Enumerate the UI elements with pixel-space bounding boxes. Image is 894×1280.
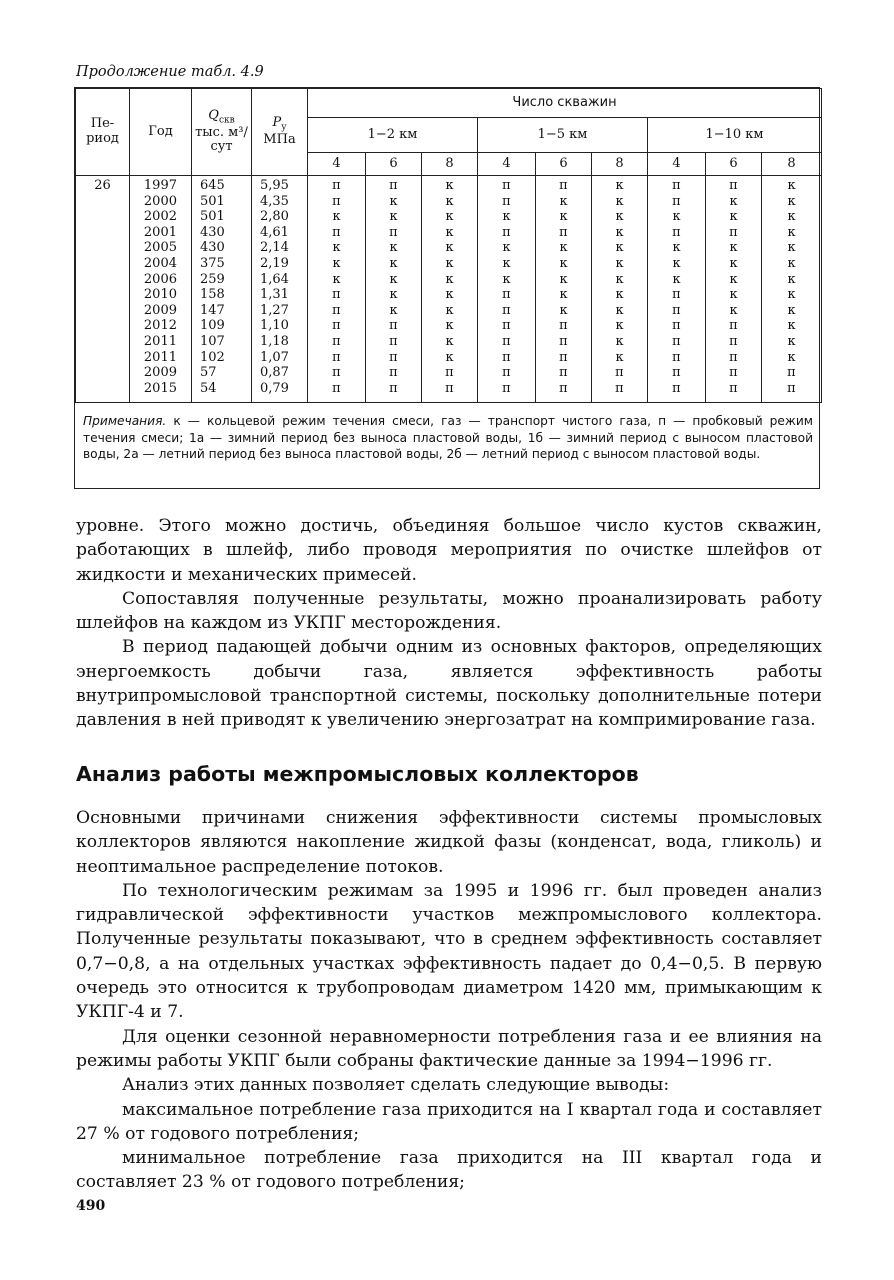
cell-flow-regime: к — [422, 334, 478, 350]
cell-flow-regime: п — [478, 365, 536, 381]
cell-flow-regime: п — [762, 381, 822, 403]
cell-flow-regime: к — [648, 209, 706, 225]
cell-period — [76, 272, 130, 288]
cell-flow: 158 — [192, 287, 252, 303]
cell-flow-regime: п — [478, 334, 536, 350]
cell-flow-regime: к — [592, 209, 648, 225]
cell-flow-regime: п — [536, 381, 592, 403]
cell-flow-regime: к — [762, 318, 822, 334]
cell-pressure: 1,31 — [252, 287, 308, 303]
cell-flow-regime: п — [308, 365, 366, 381]
notes-text: к — кольцевой режим течения смеси, газ — транспорт чистого газа, п — пробковый режим течения смеси; 1а — зимний период без выноса пластовой воды, 1б — зимний период с выносом пластовой воды, 2а — летний период без выноса пластовой воды, 2б — летний период с выносом пластовой воды. — [83, 414, 813, 462]
paragraph: Сопоставляя полученные результаты, можно проанализировать работу шлейфов на каждом из УКПГ месторождения. — [76, 588, 822, 634]
cell-flow-regime: к — [366, 272, 422, 288]
cell-year: 2006 — [130, 272, 192, 288]
cell-flow-regime: п — [308, 287, 366, 303]
cell-flow-regime: к — [592, 225, 648, 241]
cell-flow-regime: п — [648, 225, 706, 241]
cell-flow-regime: п — [366, 225, 422, 241]
cell-flow: 109 — [192, 318, 252, 334]
cell-flow-regime: к — [706, 287, 762, 303]
cell-flow-regime: к — [366, 194, 422, 210]
paragraph: По технологическим режимам за 1995 и 1996 гг. был проведен анализ гидравлической эффективности участков межпромыслового коллектора. Полученные результаты показывают, что в среднем эффективность составляет 0,7−0,8, а на отдельных участках эффективность падает до 0,4−0,5. В первую очередь это относится к трубопроводам диаметром 1420 мм, примыкающим к УКПГ-4 и 7. — [76, 880, 822, 1023]
cell-flow-regime: к — [762, 240, 822, 256]
cell-flow-regime: п — [478, 303, 536, 319]
cell-pressure: 0,87 — [252, 365, 308, 381]
cell-flow-regime: к — [366, 256, 422, 272]
cell-flow-regime: к — [648, 272, 706, 288]
cell-flow-regime: к — [762, 194, 822, 210]
cell-period — [76, 303, 130, 319]
header-flow-symbol: Q — [208, 107, 219, 123]
cell-flow-regime: п — [536, 365, 592, 381]
cell-flow-regime: п — [706, 334, 762, 350]
table-row — [76, 225, 822, 241]
header-year: Год — [130, 89, 192, 176]
header-diameter: 8 — [422, 153, 478, 176]
cell-flow-regime: п — [308, 318, 366, 334]
cell-flow-regime: к — [422, 350, 478, 366]
cell-flow-regime: к — [308, 209, 366, 225]
table-row — [76, 303, 822, 319]
cell-flow: 57 — [192, 365, 252, 381]
cell-flow-regime: п — [648, 287, 706, 303]
cell-flow-regime: п — [648, 334, 706, 350]
cell-flow-regime: п — [706, 350, 762, 366]
cell-flow-regime: п — [422, 381, 478, 403]
cell-pressure: 4,35 — [252, 194, 308, 210]
cell-flow: 430 — [192, 240, 252, 256]
header-diameter: 6 — [706, 153, 762, 176]
header-pressure-subscript: у — [281, 122, 287, 133]
cell-flow-regime: к — [366, 287, 422, 303]
cell-flow: 501 — [192, 194, 252, 210]
paragraph: Для оценки сезонной неравномерности потребления газа и ее влияния на режимы работы УКПГ были собраны фактические данные за 1994−1996 гг. — [76, 1026, 822, 1071]
cell-flow-regime: п — [592, 365, 648, 381]
cell-flow: 430 — [192, 225, 252, 241]
cell-flow-regime: к — [762, 176, 822, 194]
cell-flow: 645 — [192, 176, 252, 194]
cell-flow-regime: к — [422, 240, 478, 256]
table-row — [76, 176, 822, 194]
wells-table — [75, 88, 822, 403]
cell-period — [76, 209, 130, 225]
cell-period — [76, 350, 130, 366]
cell-flow-regime: к — [706, 256, 762, 272]
cell-pressure: 5,95 — [252, 176, 308, 194]
cell-flow-regime: к — [592, 272, 648, 288]
cell-year: 2015 — [130, 381, 192, 403]
cell-pressure: 2,80 — [252, 209, 308, 225]
cell-flow-regime: к — [592, 334, 648, 350]
cell-flow-regime: п — [706, 365, 762, 381]
cell-flow-regime: п — [648, 176, 706, 194]
cell-year: 2000 — [130, 194, 192, 210]
cell-year: 2004 — [130, 256, 192, 272]
cell-pressure: 1,18 — [252, 334, 308, 350]
cell-flow-regime: к — [478, 272, 536, 288]
cell-year: 1997 — [130, 176, 192, 194]
cell-flow-regime: п — [536, 350, 592, 366]
cell-flow-regime: п — [422, 365, 478, 381]
cell-period — [76, 225, 130, 241]
cell-flow-regime: к — [308, 240, 366, 256]
table-row — [76, 194, 822, 210]
cell-flow-regime: п — [648, 350, 706, 366]
cell-flow-regime: п — [478, 318, 536, 334]
cell-flow-regime: к — [366, 303, 422, 319]
cell-flow: 375 — [192, 256, 252, 272]
table-row — [76, 350, 822, 366]
table-body — [76, 176, 822, 403]
cell-flow: 102 — [192, 350, 252, 366]
cell-flow-regime: к — [536, 272, 592, 288]
cell-year: 2011 — [130, 334, 192, 350]
cell-flow-regime: к — [706, 240, 762, 256]
cell-flow-regime: п — [308, 303, 366, 319]
cell-flow: 147 — [192, 303, 252, 319]
cell-flow-regime: к — [592, 318, 648, 334]
cell-year: 2001 — [130, 225, 192, 241]
cell-flow-regime: п — [308, 350, 366, 366]
header-pressure-symbol: P — [272, 115, 282, 131]
header-diameter: 8 — [762, 153, 822, 176]
header-diameter: 4 — [648, 153, 706, 176]
header-period: Пе-риод — [76, 89, 130, 176]
cell-year: 2011 — [130, 350, 192, 366]
cell-flow-regime: к — [478, 209, 536, 225]
header-diameter: 4 — [308, 153, 366, 176]
cell-flow-regime: к — [536, 240, 592, 256]
cell-flow-regime: к — [706, 209, 762, 225]
cell-flow-regime: к — [422, 194, 478, 210]
table-notes — [75, 403, 819, 463]
paragraph: Анализ этих данных позволяет сделать следующие выводы: — [122, 1075, 670, 1096]
cell-flow-regime: к — [648, 240, 706, 256]
cell-flow-regime: к — [308, 256, 366, 272]
cell-flow-regime: к — [536, 303, 592, 319]
header-group-3: 1−10 км — [648, 118, 822, 153]
cell-flow-regime: к — [422, 209, 478, 225]
cell-flow-regime: к — [422, 225, 478, 241]
cell-flow-regime: п — [706, 318, 762, 334]
cell-flow-regime: к — [422, 287, 478, 303]
page-number: 490 — [76, 1198, 106, 1214]
header-diameter: 4 — [478, 153, 536, 176]
header-flow-units: тыс. м³/сут — [195, 124, 248, 155]
cell-year: 2012 — [130, 318, 192, 334]
cell-flow-regime: к — [366, 209, 422, 225]
cell-flow-regime: к — [706, 303, 762, 319]
cell-flow-regime: п — [478, 194, 536, 210]
cell-pressure: 0,79 — [252, 381, 308, 403]
header-pressure-units: МПа — [263, 132, 296, 147]
cell-flow-regime: к — [536, 209, 592, 225]
table-row — [76, 334, 822, 350]
cell-flow-regime: п — [308, 225, 366, 241]
body-text-bottom — [76, 806, 822, 1195]
cell-period: 26 — [76, 176, 130, 194]
cell-flow-regime: к — [592, 194, 648, 210]
cell-flow-regime: п — [308, 194, 366, 210]
cell-flow-regime: к — [592, 287, 648, 303]
cell-period — [76, 256, 130, 272]
cell-year: 2005 — [130, 240, 192, 256]
cell-flow: 107 — [192, 334, 252, 350]
cell-flow-regime: п — [648, 194, 706, 210]
header-diameter: 6 — [536, 153, 592, 176]
cell-period — [76, 334, 130, 350]
cell-flow-regime: к — [762, 209, 822, 225]
cell-flow-regime: п — [536, 334, 592, 350]
table-row — [76, 287, 822, 303]
paragraph: Основными причинами снижения эффективности системы промысловых коллекторов являются накопление жидкой фазы (конденсат, вода, гликоль) и неоптимальное распределение потоков. — [76, 808, 822, 877]
cell-flow-regime: п — [478, 287, 536, 303]
cell-flow-regime: п — [706, 225, 762, 241]
cell-period — [76, 365, 130, 381]
cell-flow-regime: п — [366, 365, 422, 381]
cell-flow-regime: к — [592, 350, 648, 366]
cell-flow-regime: к — [762, 256, 822, 272]
cell-flow-regime: к — [422, 176, 478, 194]
paragraph: минимальное потребление газа приходится на III квартал года и составляет 23 % от годового потребления; — [76, 1148, 822, 1193]
cell-flow-regime: п — [648, 381, 706, 403]
cell-flow-regime: к — [762, 225, 822, 241]
cell-flow-regime: п — [536, 225, 592, 241]
cell-flow-regime: к — [706, 194, 762, 210]
table-row — [76, 365, 822, 381]
cell-flow: 501 — [192, 209, 252, 225]
cell-period — [76, 287, 130, 303]
cell-year: 2009 — [130, 303, 192, 319]
cell-flow-regime: к — [478, 240, 536, 256]
cell-flow-regime: к — [762, 272, 822, 288]
cell-flow-regime: к — [536, 256, 592, 272]
header-group-1: 1−2 км — [308, 118, 478, 153]
cell-flow-regime: к — [592, 256, 648, 272]
paragraph: максимальное потребление газа приходится на I квартал года и составляет 27 % от годового потребления; — [76, 1099, 822, 1144]
table-row — [76, 381, 822, 403]
cell-flow-regime: п — [762, 365, 822, 381]
cell-flow-regime: п — [648, 303, 706, 319]
section-heading: Анализ работы межпромысловых коллекторов — [76, 762, 639, 786]
cell-flow-regime: к — [422, 256, 478, 272]
cell-period — [76, 381, 130, 403]
cell-flow-regime: п — [366, 318, 422, 334]
notes-label: Примечания. — [83, 414, 167, 429]
header-pressure — [252, 89, 308, 176]
wells-table-frame — [74, 87, 820, 489]
cell-pressure: 1,10 — [252, 318, 308, 334]
table-row — [76, 272, 822, 288]
cell-flow-regime: к — [592, 176, 648, 194]
cell-flow-regime: к — [706, 272, 762, 288]
cell-year: 2010 — [130, 287, 192, 303]
cell-flow-regime: п — [478, 350, 536, 366]
cell-flow: 259 — [192, 272, 252, 288]
cell-pressure: 1,64 — [252, 272, 308, 288]
cell-flow-regime: п — [478, 225, 536, 241]
cell-flow-regime: к — [762, 350, 822, 366]
cell-flow-regime: п — [366, 381, 422, 403]
cell-flow: 54 — [192, 381, 252, 403]
cell-flow-regime: к — [422, 272, 478, 288]
header-flow — [192, 89, 252, 176]
header-diameter: 8 — [592, 153, 648, 176]
cell-period — [76, 318, 130, 334]
header-diameter: 6 — [366, 153, 422, 176]
paragraph: В период падающей добычи одним из основных факторов, определяющих энергоемкость добычи газа, является эффективность работы внутрипромысловой транспортной системы, поскольку дополнительные потери давления в ней приводят к увеличению энергозатрат на компримирование газа. — [76, 637, 822, 731]
paragraph: уровне. Этого можно достичь, объединяя большое число кустов скважин, работающих в шлейф, либо проводя мероприятия по очистке шлейфов от жидкости и механических примесей. — [76, 516, 822, 585]
cell-flow-regime: к — [592, 303, 648, 319]
cell-flow-regime: п — [706, 381, 762, 403]
cell-flow-regime: к — [648, 256, 706, 272]
cell-flow-regime: п — [366, 334, 422, 350]
cell-flow-regime: к — [592, 240, 648, 256]
cell-pressure: 2,14 — [252, 240, 308, 256]
cell-flow-regime: к — [366, 240, 422, 256]
cell-flow-regime: п — [478, 381, 536, 403]
cell-flow-regime: п — [648, 318, 706, 334]
cell-flow-regime: к — [478, 256, 536, 272]
cell-flow-regime: к — [536, 287, 592, 303]
cell-year: 2002 — [130, 209, 192, 225]
cell-flow-regime: к — [422, 303, 478, 319]
table-caption: Продолжение табл. 4.9 — [76, 64, 264, 80]
cell-period — [76, 194, 130, 210]
cell-flow-regime: к — [762, 287, 822, 303]
table-row — [76, 318, 822, 334]
cell-flow-regime: к — [536, 194, 592, 210]
cell-pressure: 1,07 — [252, 350, 308, 366]
cell-pressure: 2,19 — [252, 256, 308, 272]
cell-flow-regime: п — [366, 350, 422, 366]
cell-flow-regime: п — [308, 176, 366, 194]
cell-flow-regime: к — [308, 272, 366, 288]
cell-flow-regime: к — [762, 303, 822, 319]
cell-year: 2009 — [130, 365, 192, 381]
cell-flow-regime: к — [762, 334, 822, 350]
cell-flow-regime: п — [592, 381, 648, 403]
table-row — [76, 209, 822, 225]
cell-flow-regime: п — [308, 381, 366, 403]
header-group-2: 1−5 км — [478, 118, 648, 153]
cell-flow-regime: к — [422, 318, 478, 334]
table-row — [76, 256, 822, 272]
header-well-count: Число скважин — [308, 89, 822, 118]
cell-period — [76, 240, 130, 256]
cell-flow-regime: п — [478, 176, 536, 194]
body-text-top — [76, 514, 822, 733]
header-flow-subscript: скв — [218, 115, 235, 126]
table-row — [76, 240, 822, 256]
cell-flow-regime: п — [536, 176, 592, 194]
cell-flow-regime: п — [536, 318, 592, 334]
cell-flow-regime: п — [366, 176, 422, 194]
cell-flow-regime: п — [308, 334, 366, 350]
cell-flow-regime: п — [648, 365, 706, 381]
cell-pressure: 4,61 — [252, 225, 308, 241]
cell-pressure: 1,27 — [252, 303, 308, 319]
cell-flow-regime: п — [706, 176, 762, 194]
